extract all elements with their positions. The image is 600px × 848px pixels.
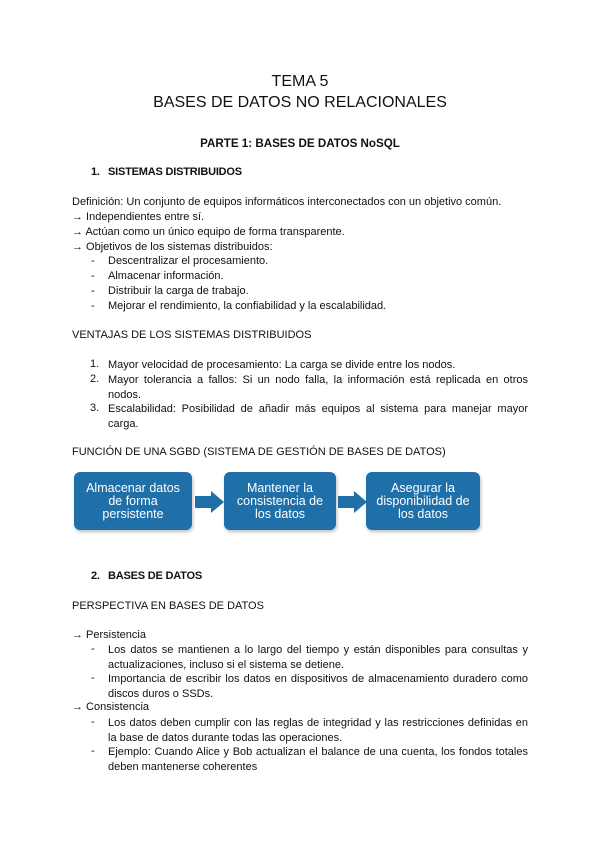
- list-item: Importancia de escribir los datos en dispositivos de almacenamiento duradero como discos duros o SSDs.: [108, 673, 528, 700]
- numbered-item-number: 3.: [90, 402, 100, 414]
- list-bullet: -: [91, 672, 95, 684]
- section-2-number: 2.: [91, 570, 100, 582]
- flow-box-label: Asegurar la disponibilidad de los datos: [376, 480, 470, 521]
- flow-box-label: Almacenar datos de forma persistente: [86, 480, 180, 521]
- numbered-item: Mayor velocidad de procesamiento: La carga se divide entre los nodos.: [108, 359, 456, 371]
- list-item: Descentralizar el procesamiento.: [108, 255, 269, 267]
- flow-arrow-icon: [338, 491, 368, 513]
- flow-box-availability: [366, 472, 480, 530]
- numbered-item-number: 1.: [90, 358, 100, 370]
- numbered-item-number: 2.: [90, 373, 100, 385]
- list-item: Almacenar información.: [108, 270, 224, 282]
- numbered-item: Mayor tolerancia a fallos: Si un nodo falla, la información está replicada en otros nodos.: [108, 374, 528, 401]
- numbered-item: Escalabilidad: Posibilidad de añadir más equipos al sistema para manejar mayor carga.: [108, 403, 528, 430]
- arrow-line: → Actúan como un único equipo de forma transparente.: [72, 226, 345, 238]
- advantages-heading: VENTAJAS DE LOS SISTEMAS DISTRIBUIDOS: [72, 329, 312, 341]
- document-subtitle: BASES DE DATOS NO RELACIONALES: [153, 94, 447, 111]
- section-1-number: 1.: [91, 166, 100, 178]
- list-bullet: -: [91, 270, 95, 282]
- list-item: Los datos deben cumplir con las reglas de integridad y las restricciones definidas en la base de datos durante todas las operaciones.: [108, 717, 528, 744]
- list-bullet: -: [91, 300, 95, 312]
- list-bullet: -: [91, 255, 95, 267]
- flow-box-persist: [74, 472, 192, 530]
- perspective-heading: PERSPECTIVA EN BASES DE DATOS: [72, 600, 264, 612]
- arrow-line: → Independientes entre sí.: [72, 211, 205, 223]
- list-bullet: -: [91, 716, 95, 728]
- list-bullet: -: [91, 745, 95, 757]
- persistence-label: → Persistencia: [72, 629, 146, 641]
- sgbd-heading: FUNCIÓN DE UNA SGBD (SISTEMA DE GESTIÓN DE BASES DE DATOS): [72, 446, 446, 458]
- flow-arrow-icon: [195, 491, 225, 513]
- list-item: Ejemplo: Cuando Alice y Bob actualizan el balance de una cuenta, los fondos totales deben mantenerse coherentes: [108, 746, 528, 773]
- section-1-heading: SISTEMAS DISTRIBUIDOS: [108, 166, 242, 178]
- list-bullet: -: [91, 285, 95, 297]
- list-item: Los datos se mantienen a lo largo del tiempo y están disponibles para consultas y actualizaciones, incluso si el sistema se detiene.: [108, 644, 528, 671]
- document-title: TEMA 5: [271, 73, 329, 90]
- section-2-heading: BASES DE DATOS: [108, 570, 202, 582]
- flow-box-consistency: [224, 472, 336, 530]
- list-item: Distribuir la carga de trabajo.: [108, 285, 249, 297]
- arrow-line: → Objetivos de los sistemas distribuidos:: [72, 241, 273, 253]
- definition-text: Definición: Un conjunto de equipos informáticos interconectados con un objetivo común.: [72, 196, 502, 208]
- flow-box-label: Mantener la consistencia de los datos: [236, 480, 324, 521]
- list-bullet: -: [91, 643, 95, 655]
- consistency-label: → Consistencia: [72, 701, 150, 713]
- list-item: Mejorar el rendimiento, la confiabilidad y la escalabilidad.: [108, 300, 387, 312]
- part-heading: PARTE 1: BASES DE DATOS NoSQL: [200, 137, 400, 150]
